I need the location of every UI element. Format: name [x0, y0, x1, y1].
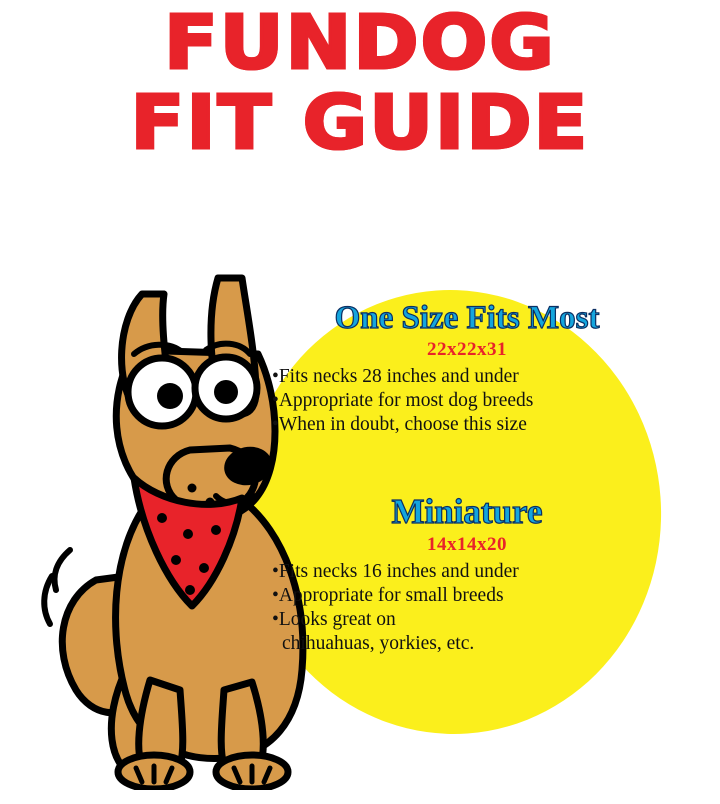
- list-item: •Appropriate for small breeds: [272, 585, 504, 607]
- size-group-one-size-fits-most: [272, 300, 662, 436]
- list-item: •Looks great on: [272, 608, 396, 630]
- size-bullet-list: [272, 560, 662, 655]
- size-dimensions: 14x14x20: [427, 534, 507, 556]
- size-group-miniature: [272, 492, 662, 655]
- title-line-1: FUNDOG: [0, 8, 720, 78]
- list-item: •When in doubt, choose this size: [272, 413, 527, 435]
- size-info-panel: [272, 300, 662, 655]
- list-item: •Fits necks 28 inches and under: [272, 366, 519, 387]
- size-heading: Miniature: [391, 492, 543, 532]
- list-item: chihuahuas, yorkies, etc.: [282, 632, 475, 654]
- list-item: •Fits necks 16 inches and under: [272, 561, 519, 583]
- title-line-2: FIT GUIDE: [0, 88, 720, 158]
- size-heading: One Size Fits Most: [334, 300, 600, 336]
- list-item: •Appropriate for most dog breeds: [272, 389, 534, 411]
- page-title: [0, 0, 720, 167]
- size-dimensions: 22x22x31: [427, 339, 507, 360]
- size-bullet-list: [272, 365, 662, 436]
